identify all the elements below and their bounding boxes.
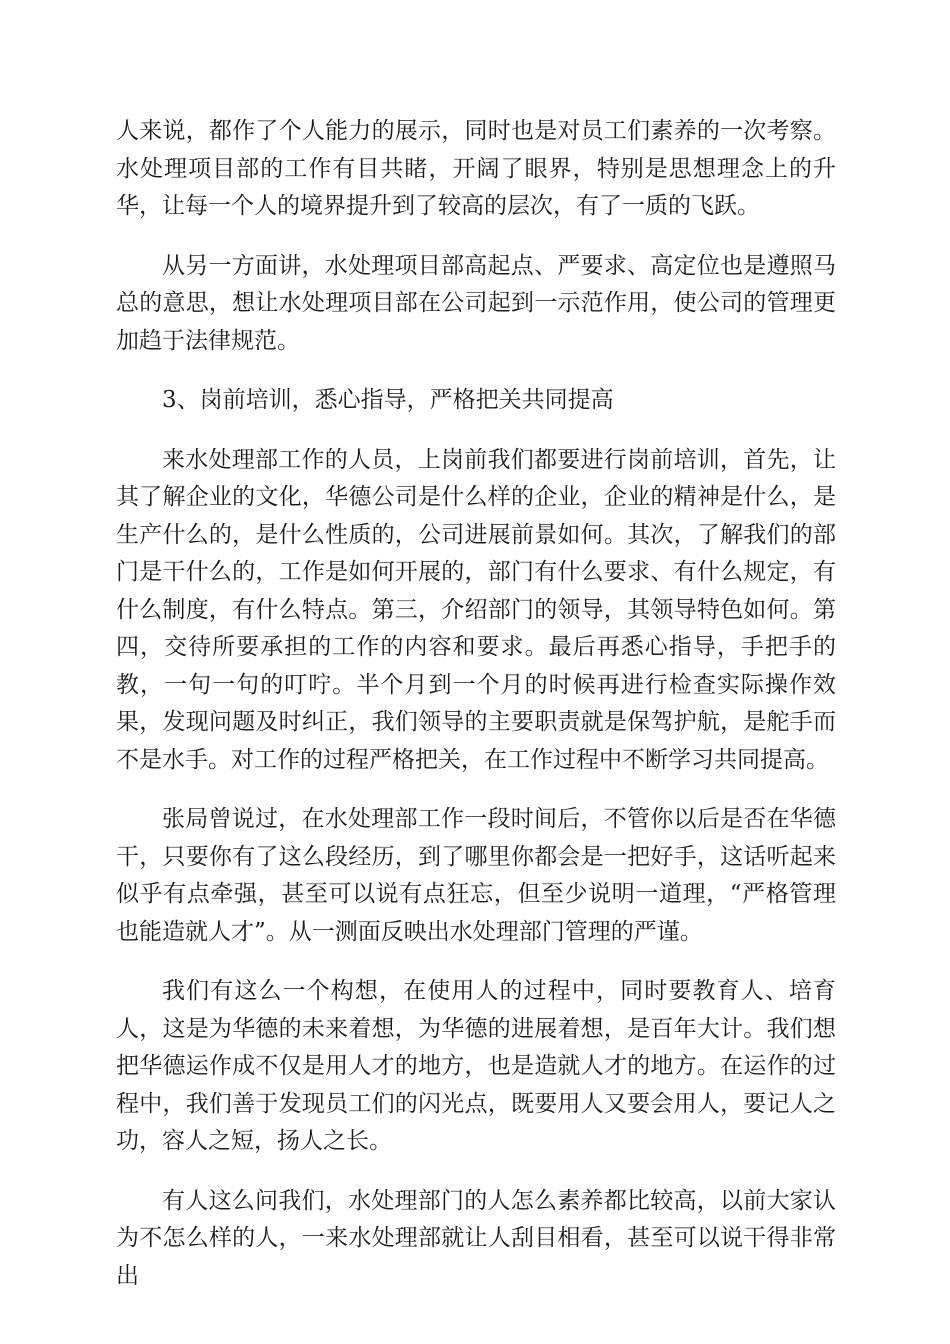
paragraph-continuation: 人来说，都作了个人能力的展示，同时也是对员工们素养的一次考察。水处理项目部的工作有目共睹，开阔了眼界，特别是思想理念上的升华，让每一个人的境界提升到了较高的层次，有了一质的飞跃。 (116, 118, 836, 219)
paragraph-talent-vision: 我们有这么一个构想，在使用人的过程中，同时要教育人、培育人，这是为华德的未来着想，为华德的进展着想，是百年大计。我们想把华德运作成不仅是用人才的地方，也是造就人才的地方。在运作的过程中，我们善于发现员工们的闪光点，既要用人又要会用人，要记人之功，容人之短，扬人之长。 (116, 978, 836, 1154)
paragraph-staff-quality: 有人这么问我们，水处理部门的人怎么素养都比较高，以前大家认为不怎么样的人，一来水处理部就让人刮目相看，甚至可以说干得非常出 (116, 1187, 836, 1289)
paragraph-director-quote: 张局曾说过，在水处理部工作一段时间后，不管你以后是否在华德干，只要你有了这么段经历，到了哪里你都会是一把好手，这话听起来似乎有点牵强，甚至可以说有点狂忘，但至少说明一道理，“严格管理也能造就人才”。从一测面反映出水处理部门管理的严谨。 (116, 806, 836, 945)
paragraph-pre-job-training: 来水处理部工作的人员，上岗前我们都要进行岗前培训，首先，让其了解企业的文化，华德公司是什么样的企业，企业的精神是什么，是生产什么的，是什么性质的，公司进展前景如何。其次，了解我们的部门是干什么的，工作是如何开展的，部门有什么要求、有什么规定，有什么制度，有什么特点。第三，介绍部门的领导，其领导特色如何。第四，交待所要承担的工作的内容和要求。最后再悉心指导，手把手的教，一句一句的叮咛。半个月到一个月的时候再进行检查实际操作效果，发现问题及时纠正，我们领导的主要职责就是保驾护航，是舵手而不是水手。对工作的过程严格把关，在工作过程中不断学习共同提高。 (116, 446, 836, 773)
document-body (116, 113, 836, 1317)
paragraph-management-intent: 从另一方面讲，水处理项目部高起点、严要求、高定位也是遵照马总的意思，想让水处理项目部在公司起到一示范作用，使公司的管理更加趋于法律规范。 (116, 252, 836, 354)
section-heading-training: 3、岗前培训，悉心指导，严格把关共同提高 (162, 387, 614, 413)
